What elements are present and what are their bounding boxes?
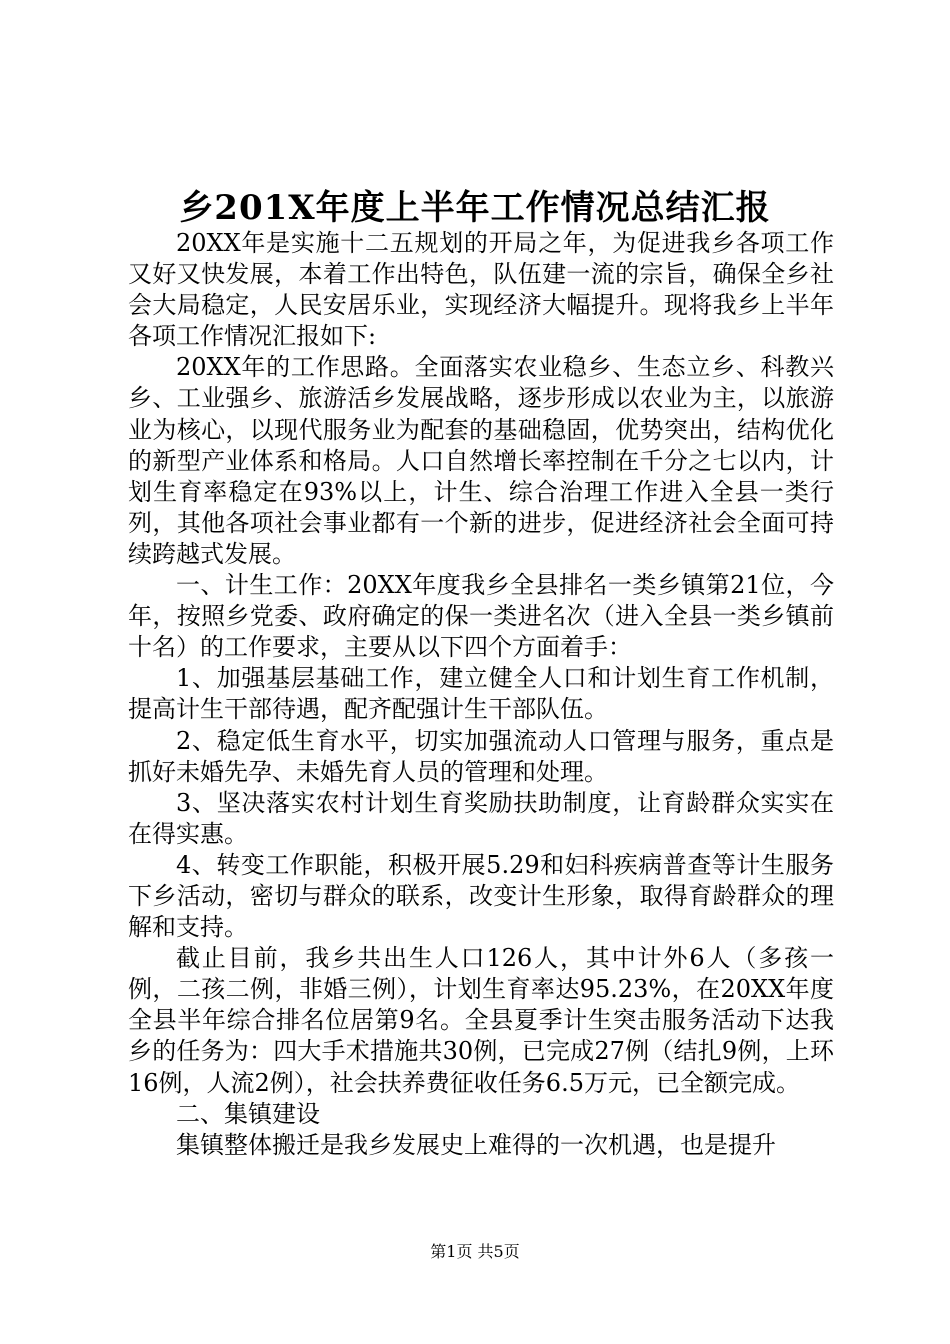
paragraph-item-1: 1、加强基层基础工作，建立健全人口和计划生育工作机制，提高计生干部待遇，配齐配强计生干部队伍。 [128, 664, 834, 724]
paragraph-intro: 20XX年是实施十二五规划的开局之年，为促进我乡各项工作又好又快发展，本着工作出特色，队伍建一流的宗旨，确保全乡社会大局稳定，人民安居乐业，实现经济大幅提升。现将我乡上半年各项工作情况汇报如下: [128, 229, 834, 351]
paragraph-family-planning: 一、计生工作：20XX年度我乡全县排名一类乡镇第21位，今年，按照乡党委、政府确定的保一类进名次（进入全县一类乡镇前十名）的工作要求，主要从以下四个方面着手： [128, 571, 834, 662]
paragraph-item-2: 2、稳定低生育水平，切实加强流动人口管理与服务，重点是抓好未婚先孕、未婚先育人员的管理和处理。 [128, 726, 834, 786]
paragraph-item-4: 4、转变工作职能，积极开展5.29和妇科疾病普查等计生服务下乡活动，密切与群众的联系，改变计生形象，取得育龄群众的理解和支持。 [128, 850, 834, 942]
section-heading-town-construction: 二、集镇建设 [176, 1099, 320, 1128]
document-title: 乡201X年度上半年工作情况总结汇报 [179, 188, 771, 228]
document-body [128, 228, 834, 1161]
paragraph-statistics: 截止目前，我乡共出生人口126人，其中计外6人（多孩一例，二孩二例，非婚三例），计划生育率达95.23%，在20XX年度全县半年综合排名位居第9名。全县夏季计生突击服务活动下达我乡的任务为：四大手术措施共30例，已完成27例（结扎9例，上环16例，人流2例），社会扶养费征收任务6.5万元，已全额完成。 [128, 944, 834, 1097]
page-footer: 第1页 共5页 [430, 1242, 520, 1261]
paragraph-item-3: 3、坚决落实农村计划生育奖励扶助制度，让育龄群众实实在在得实惠。 [128, 788, 834, 848]
paragraph-work-plan: 20XX年的工作思路。全面落实农业稳乡、生态立乡、科教兴乡、工业强乡、旅游活乡发展战略，逐步形成以农业为主，以旅游业为核心，以现代服务业为配套的基础稳固，优势突出，结构优化的新型产业体系和格局。人口自然增长率控制在千分之七以内，计划生育率稳定在93%以上，计生、综合治理工作进入全县一类行列，其他各项社会事业都有一个新的进步，促进经济社会全面可持续跨越式发展。 [128, 353, 834, 568]
paragraph-town-construction: 集镇整体搬迁是我乡发展史上难得的一次机遇，也是提升 [176, 1130, 776, 1159]
